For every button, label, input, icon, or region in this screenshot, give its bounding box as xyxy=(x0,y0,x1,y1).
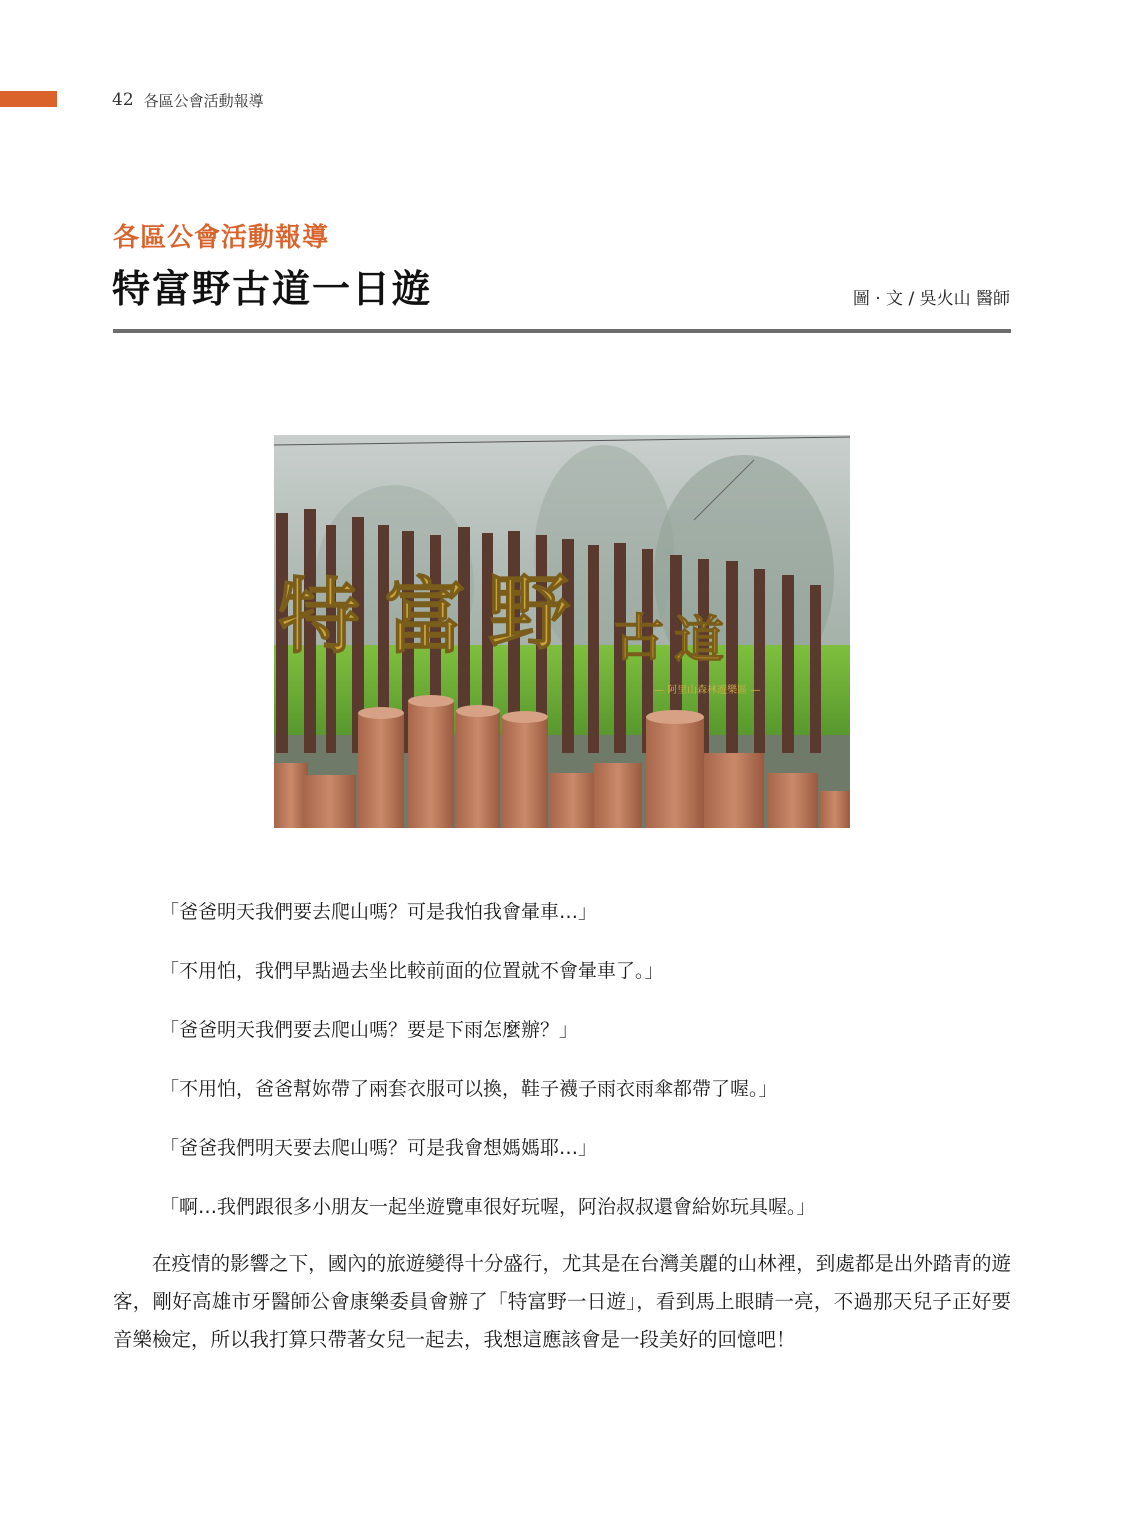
dialogue-line: 「爸爸明天我們要去爬山嗎？要是下雨怎麼辦？」 xyxy=(160,1019,579,1041)
article-kicker: 各區公會活動報導 xyxy=(113,223,330,253)
title-rule xyxy=(113,329,1011,333)
sign-small-text: — 阿里山森林遊樂區 — xyxy=(654,685,761,696)
sign-character: 野 xyxy=(488,565,571,661)
dialogue-line: 「爸爸我們明天要去爬山嗎？可是我會想媽媽耶…」 xyxy=(160,1137,598,1159)
sign-character: 富 xyxy=(384,569,467,665)
sign-character: 古 xyxy=(614,608,664,667)
sign-character: 特 xyxy=(278,569,361,665)
dialogue-line: 「啊…我們跟很多小朋友一起坐遊覽車很好玩喔，阿治叔叔還會給妳玩具喔。」 xyxy=(160,1196,816,1218)
body-paragraph: 在疫情的影響之下，國內的旅遊變得十分盛行，尤其是在台灣美麗的山林裡，到處都是出外踏青的遊客，剛好高雄市牙醫師公會康樂委員會辦了「特富野一日遊」，看到馬上眼睛一亮，不過那天兒子正好要音樂檢定，所以我打算只帶著女兒一起去，我想這應該會是一段美好的回憶吧！ xyxy=(113,1252,1011,1351)
article-byline: 圖 · 文 / 吳火山 醫師 xyxy=(852,289,1010,309)
running-header xyxy=(112,88,264,112)
page-number: 42 xyxy=(112,90,134,110)
article-title: 特富野古道一日遊 xyxy=(112,267,433,311)
accent-bar xyxy=(0,91,57,107)
running-header-section: 各區公會活動報導 xyxy=(143,91,264,110)
dialogue-line: 「不用怕，我們早點過去坐比較前面的位置就不會暈車了。」 xyxy=(160,960,664,982)
sign-character: 道 xyxy=(674,610,724,669)
dialogue-block xyxy=(160,892,1020,1246)
dialogue-line: 「爸爸明天我們要去爬山嗎？可是我怕我會暈車…」 xyxy=(160,901,598,923)
trail-sign-illustration xyxy=(274,435,850,828)
trail-sign-photo xyxy=(274,435,850,828)
dialogue-line: 「不用怕，爸爸幫妳帶了兩套衣服可以換，鞋子襪子雨衣雨傘都帶了喔。」 xyxy=(160,1078,778,1100)
